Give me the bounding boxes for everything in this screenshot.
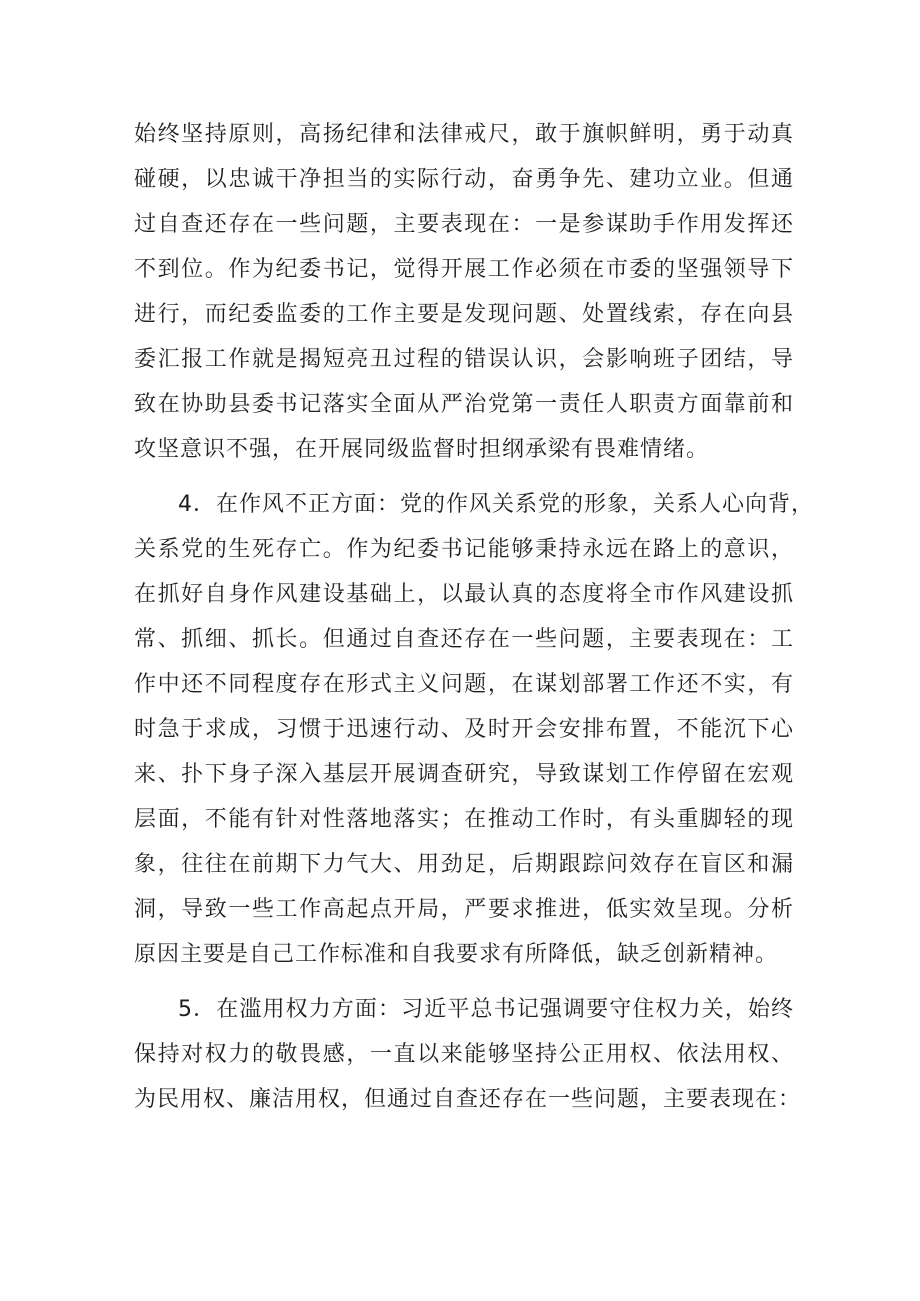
text-line: 层面，不能有针对性落地落实；在推动工作时，有头重脚轻的现 bbox=[134, 807, 794, 832]
text-line: 来、扑下身子深入基层开展调查研究，导致谋划工作停留在宏观 bbox=[134, 762, 794, 787]
text-line: 常、抓细、抓长。但通过自查还存在一些问题，主要表现在：工 bbox=[134, 627, 794, 652]
text-line: 碰硬，以忠诚干净担当的实际行动，奋勇争先、建功立业。但通 bbox=[134, 167, 794, 192]
text-line: 进行，而纪委监委的工作主要是发现问题、处置线索，存在向县 bbox=[134, 302, 794, 327]
text-line: 为民用权、廉洁用权，但通过自查还存在一些问题，主要表现在： bbox=[134, 1087, 802, 1112]
paragraph-spacer bbox=[134, 472, 794, 482]
text-line: 原因主要是自己工作标准和自我要求有所降低，缺乏创新精神。 bbox=[134, 942, 779, 967]
text-line: 在抓好自身作风建设基础上，以最认真的态度将全市作风建设抓 bbox=[134, 582, 794, 607]
text-line: 致在协助县委书记落实全面从严治党第一责任人职责方面靠前和 bbox=[134, 392, 794, 417]
text-line: 5．在滥用权力方面：习近平总书记强调要守住权力关，始终 bbox=[178, 997, 794, 1022]
paragraph-work-style bbox=[134, 482, 814, 977]
text-line: 4．在作风不正方面：党的作风关系党的形象，关系人心向背， bbox=[178, 492, 814, 517]
paragraph-spacer bbox=[134, 977, 794, 987]
text-line: 过自查还存在一些问题，主要表现在：一是参谋助手作用发挥还 bbox=[134, 212, 794, 237]
paragraph-abuse-of-power bbox=[134, 987, 802, 1122]
text-line: 洞，导致一些工作高起点开局，严要求推进，低实效呈现。分析 bbox=[134, 897, 794, 922]
text-line: 攻坚意识不强，在开展同级监督时担纲承梁有畏难情绪。 bbox=[134, 437, 710, 462]
document-body bbox=[134, 112, 814, 1122]
text-line: 象，往往在前期下力气大、用劲足，后期跟踪问效存在盲区和漏 bbox=[134, 852, 794, 877]
text-line: 始终坚持原则，高扬纪律和法律戒尺，敢于旗帜鲜明，勇于动真 bbox=[134, 122, 794, 147]
paragraph-self-check-issues bbox=[134, 112, 794, 472]
text-line: 委汇报工作就是揭短亮丑过程的错误认识，会影响班子团结，导 bbox=[134, 347, 794, 372]
text-line: 时急于求成，习惯于迅速行动、及时开会安排布置，不能沉下心 bbox=[134, 717, 794, 742]
text-line: 不到位。作为纪委书记，觉得开展工作必须在市委的坚强领导下 bbox=[134, 257, 794, 282]
text-line: 保持对权力的敬畏感，一直以来能够坚持公正用权、依法用权、 bbox=[134, 1042, 794, 1067]
text-line: 作中还不同程度存在形式主义问题，在谋划部署工作还不实，有 bbox=[134, 672, 794, 697]
text-line: 关系党的生死存亡。作为纪委书记能够秉持永远在路上的意识， bbox=[134, 537, 794, 562]
